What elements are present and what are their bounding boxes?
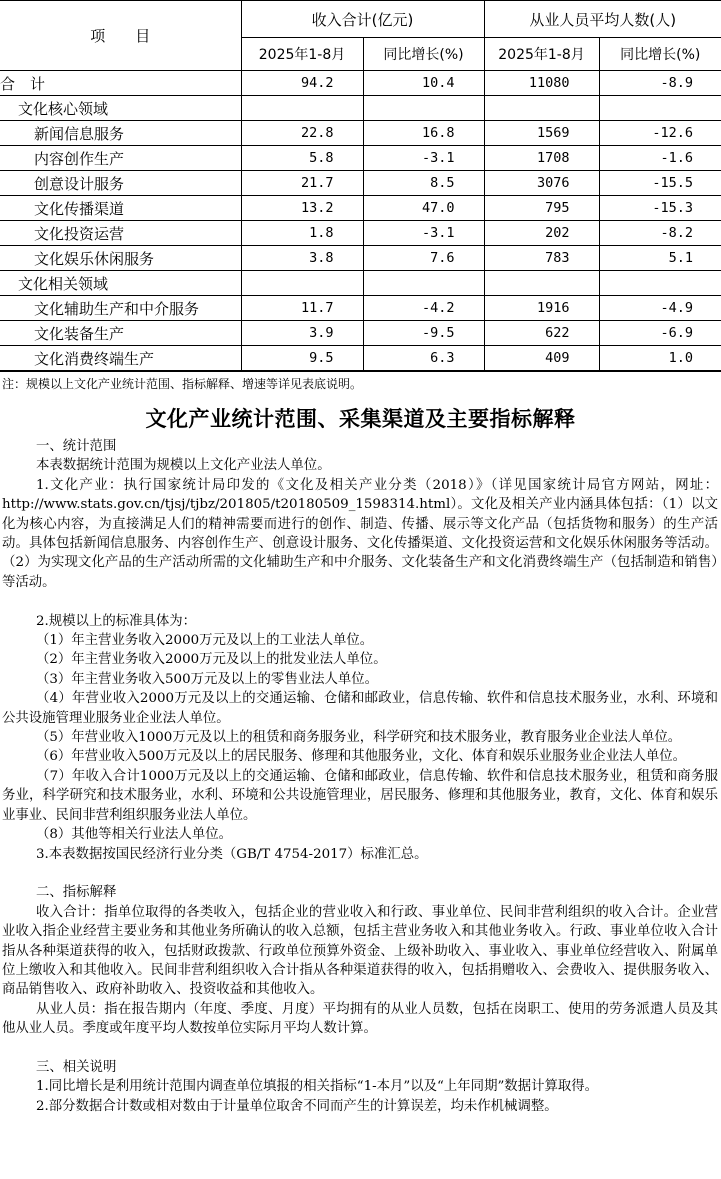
table-row [0, 146, 721, 171]
revenue-growth-cell: 8.5 [363, 171, 484, 196]
scale-criteria-list [2, 631, 718, 844]
table-row [0, 121, 721, 146]
revenue-growth-cell: 16.8 [363, 121, 484, 146]
section1-intro: 本表数据统计范围为规模以上文化产业法人单位。 [36, 458, 331, 474]
employees-growth-cell: 1.0 [599, 346, 721, 372]
row-label: 合 计 [0, 71, 241, 96]
revenue-growth-cell: 47.0 [363, 196, 484, 221]
revenue-growth-cell [363, 96, 484, 121]
explanation-title: 文化产业统计范围、采集渠道及主要指标解释 [145, 406, 576, 431]
revenue-value-cell: 21.7 [241, 171, 363, 196]
row-label: 文化投资运营 [0, 221, 241, 246]
section2-heading: 二、指标解释 [36, 885, 117, 901]
culture-industry-stats-table [0, 0, 721, 372]
section3-paragraph-2: 2.部分数据合计数或相对数由于计量单位取舍不同而产生的计算误差，均未作机械调整。 [36, 1098, 558, 1114]
table-row [0, 71, 721, 96]
revenue-growth-cell: 7.6 [363, 246, 484, 271]
table-body [0, 71, 721, 372]
scale-criteria-item: （5）年营业收入1000万元及以上的租赁和商务服务业，科学研究和技术服务业，教育服务业企业法人单位。 [36, 730, 682, 746]
revenue-growth-cell: 6.3 [363, 346, 484, 372]
table-row [0, 246, 721, 271]
section1-paragraph-1: 1.文化产业：执行国家统计局印发的《文化及相关产业分类（2018）》（详见国家统计局官方网站，网址：http://www.stats.gov.cn/tjsj/tjbz/201805/t20180509_1598314.html）。文化及相关产业内涵具体包括：（1）以文化为核心内容，为直接满足人们的精神需要而进行的创作、制造、传播、展示等文化产品（包括货物和服务）的生产活动。具体包括新闻信息服务、内容创作生产、创意设计服务、文化传播渠道、文化投资运营和文化娱乐休闲服务等活动。（2）为实现文化产品的生产活动所需的文化辅助生产和中介服务、文化装备生产和文化消费终端生产（包括制造和销售）等活动。 [2, 477, 718, 590]
table-row [0, 321, 721, 346]
employees-value-cell: 202 [484, 221, 599, 246]
section3-heading: 三、相关说明 [36, 1059, 117, 1075]
scale-criteria-item: （2）年主营业务收入2000万元及以上的批发业法人单位。 [36, 652, 387, 668]
scale-criteria-item: （7）年收入合计1000万元及以上的交通运输、仓储和邮政业，信息传输、软件和信息技术服务业，租赁和商务服务业，科学研究和技术服务业，水利、环境和公共设施管理业，居民服务、修理和其他服务业，教育，文化、体育和娱乐业事业、民间非营利组织服务业法人单位。 [2, 768, 718, 823]
revenue-value-cell: 22.8 [241, 121, 363, 146]
scale-criteria-item: （6）年营业收入500万元及以上的居民服务、修理和其他服务业，文化、体育和娱乐业服务业企业法人单位。 [36, 749, 687, 765]
table-row [0, 196, 721, 221]
revenue-value-cell: 11.7 [241, 296, 363, 321]
employees-value-cell: 622 [484, 321, 599, 346]
revenue-growth-cell: 10.4 [363, 71, 484, 96]
explanation-body [2, 437, 718, 1116]
employees-value-cell [484, 96, 599, 121]
employees-value-cell [484, 271, 599, 296]
employees-value-cell: 3076 [484, 171, 599, 196]
section1-heading: 一、统计范围 [36, 439, 117, 454]
row-label: 内容创作生产 [0, 146, 241, 171]
revenue-value-cell: 9.5 [241, 346, 363, 372]
revenue-value-cell: 94.2 [241, 71, 363, 96]
table-row [0, 346, 721, 372]
revenue-value-cell: 3.9 [241, 321, 363, 346]
table-row [0, 296, 721, 321]
section2-paragraph-1: 收入合计：指单位取得的各类收入，包括企业的营业收入和行政、事业单位、民间非营利组织的收入合计。企业营业收入指企业经营主要业务和其他业务所确认的收入总额，包括主营业务收入和其他业务收入。行政、事业单位收入合计指从各种渠道获得的收入，包括财政拨款、行政单位预算外资金、上级补助收入、事业收入、事业单位经营收入、附属单位上缴收入和其他收入。民间非营利组织收入合计指从各种渠道获得的收入，包括捐赠收入、会费收入、提供服务收入、商品销售收入、政府补助收入、投资收益和其他收入。 [2, 904, 718, 998]
employees-growth-cell: -6.9 [599, 321, 721, 346]
revenue-value-cell [241, 271, 363, 296]
section1-paragraph-3: 3.本表数据按国民经济行业分类（GB/T 4754-2017）标准汇总。 [36, 846, 428, 862]
table-row [0, 221, 721, 246]
employees-growth-cell [599, 96, 721, 121]
row-label: 文化装备生产 [0, 321, 241, 346]
employees-value-cell: 409 [484, 346, 599, 372]
row-label: 文化核心领域 [0, 96, 241, 121]
scale-criteria-item: （8）其他等相关行业法人单位。 [36, 827, 232, 843]
row-label: 创意设计服务 [0, 171, 241, 196]
employees-value-cell: 783 [484, 246, 599, 271]
revenue-value-cell [241, 96, 363, 121]
section1-paragraph-2-heading: 2.规模以上的标准具体为： [36, 613, 197, 629]
employees-value-cell: 1916 [484, 296, 599, 321]
row-label: 文化相关领域 [0, 271, 241, 296]
employees-value-cell: 11080 [484, 71, 599, 96]
employees-value-cell: 1708 [484, 146, 599, 171]
employees-growth-cell: -15.3 [599, 196, 721, 221]
employees-growth-cell: -15.5 [599, 171, 721, 196]
revenue-growth-cell: -9.5 [363, 321, 484, 346]
employees-growth-cell: -8.2 [599, 221, 721, 246]
employees-growth-cell: -4.9 [599, 296, 721, 321]
scale-criteria-item: （4）年营业收入2000万元及以上的交通运输、仓储和邮政业，信息传输、软件和信息技术服务业，水利、环境和公共设施管理业服务业企业法人单位。 [2, 691, 718, 726]
row-label: 文化辅助生产和中介服务 [0, 296, 241, 321]
row-label: 文化娱乐休闲服务 [0, 246, 241, 271]
employees-growth-cell: 5.1 [599, 246, 721, 271]
employees-growth-cell: -8.9 [599, 71, 721, 96]
table-row [0, 171, 721, 196]
employees-growth-cell: -12.6 [599, 121, 721, 146]
employees-period-header: 2025年1-8月 [484, 38, 599, 71]
employees-value-cell: 1569 [484, 121, 599, 146]
revenue-growth-cell [363, 271, 484, 296]
row-label: 文化消费终端生产 [0, 346, 241, 372]
revenue-growth-cell: -3.1 [363, 146, 484, 171]
revenue-value-cell: 1.8 [241, 221, 363, 246]
employees-value-cell: 795 [484, 196, 599, 221]
revenue-growth-header: 同比增长(%) [363, 38, 484, 71]
revenue-growth-cell: -3.1 [363, 221, 484, 246]
employees-growth-header: 同比增长(%) [599, 38, 721, 71]
scale-criteria-item: （1）年主营业务收入2000万元及以上的工业法人单位。 [36, 633, 374, 649]
row-label: 文化传播渠道 [0, 196, 241, 221]
revenue-group-header: 收入合计(亿元) [241, 1, 484, 38]
item-column-header: 项 目 [0, 1, 241, 71]
revenue-period-header: 2025年1-8月 [241, 38, 363, 71]
table-row [0, 96, 721, 121]
employees-group-header: 从业人员平均人数(人) [484, 1, 721, 38]
section3-paragraph-1: 1.同比增长是利用统计范围内调查单位填报的相关指标“1-本月”以及“上年同期”数据计算取得。 [36, 1079, 599, 1095]
row-label: 新闻信息服务 [0, 121, 241, 146]
scale-criteria-item: （3）年主营业务收入500万元及以上的零售业法人单位。 [36, 671, 379, 687]
revenue-value-cell: 3.8 [241, 246, 363, 271]
table-footnote: 注：规模以上文化产业统计范围、指标解释、增速等详见表底说明。 [2, 377, 363, 391]
revenue-value-cell: 13.2 [241, 196, 363, 221]
employees-growth-cell [599, 271, 721, 296]
employees-growth-cell: -1.6 [599, 146, 721, 171]
revenue-value-cell: 5.8 [241, 146, 363, 171]
table-row [0, 271, 721, 296]
revenue-growth-cell: -4.2 [363, 296, 484, 321]
section2-paragraph-2: 从业人员：指在报告期内（年度、季度、月度）平均拥有的从业人员数，包括在岗职工、使用的劳务派遣人员及其他从业人员。季度或年度平均人数按单位实际月平均人数计算。 [2, 1001, 718, 1037]
